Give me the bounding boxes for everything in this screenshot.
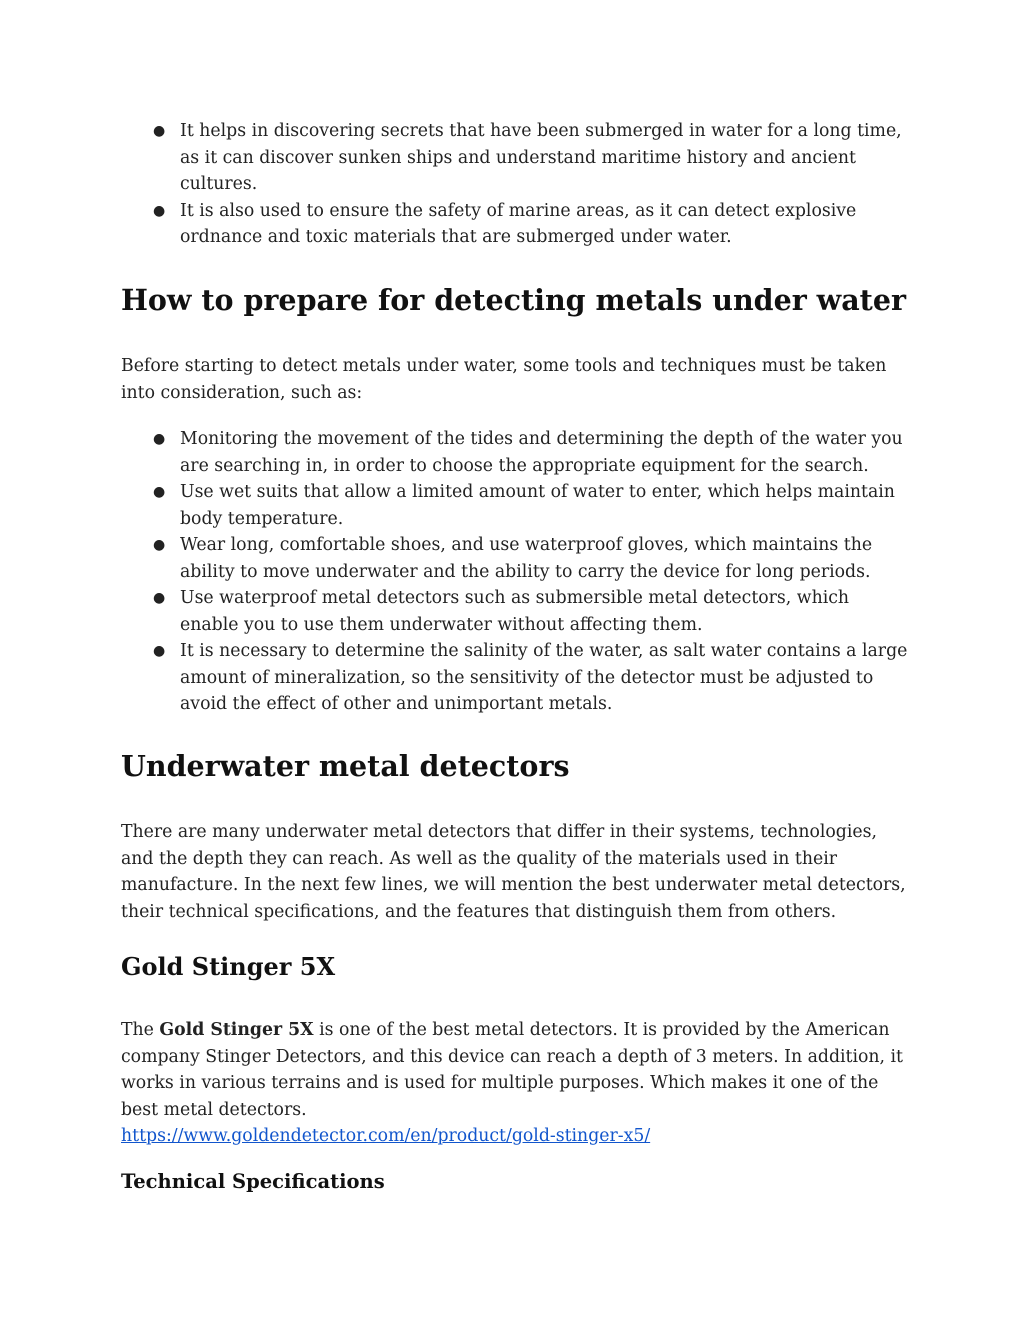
list-item-text: It is necessary to determine the salinity of the water, as salt water contains a large amount of mineralization, so the sensitivity of the detector must be adjusted to avoid the effect of other and unimportant metals.: [180, 641, 908, 714]
bullet-icon: ●: [153, 431, 166, 447]
paragraph-detectors: There are many underwater metal detectors that differ in their systems, technologies, and the depth they can reach. As well as the quality of the materials used in their manufacture. In the next few lines, we will mention the best underwater metal detectors, their technical specifications, and the features that distinguish them from others.: [121, 822, 906, 922]
section-heading-detectors: Underwater metal detectors: [121, 749, 570, 783]
product-link[interactable]: https://www.goldendetector.com/en/product/gold-stinger-x5/: [121, 1126, 651, 1146]
list-item: [121, 638, 911, 718]
paragraph-text: is one of the best metal detectors. It is provided by the American company Stinger Detectors, and this device can reach a depth of 3 meters. In addition, it works in various terrains and is used for multiple purposes. Which makes it one of the best metal detectors.: [121, 1020, 903, 1120]
bullet-icon: ●: [153, 590, 166, 606]
list-item: [121, 426, 911, 479]
bullet-icon: ●: [153, 643, 166, 659]
intro-bullet-list: [121, 118, 911, 251]
section-heading-prepare: How to prepare for detecting metals under water: [121, 283, 906, 317]
section-heading-gold-stinger: Gold Stinger 5X: [121, 952, 336, 981]
list-item-text: Wear long, comfortable shoes, and use waterproof gloves, which maintains the ability to move underwater and the ability to carry the device for long periods.: [180, 535, 873, 582]
bullet-icon: ●: [153, 202, 166, 219]
list-item: [121, 479, 911, 532]
list-item: [121, 585, 911, 638]
list-item: [121, 118, 911, 198]
list-item-text: It is also used to ensure the safety of marine areas, as it can detect explosive ordnance and toxic materials that are submerged under water.: [180, 200, 857, 247]
list-item-text: Monitoring the movement of the tides and determining the depth of the water you are searching in, in order to choose the appropriate equipment for the search.: [180, 429, 903, 476]
paragraph-gold-stinger: [121, 1017, 911, 1123]
list-item-text: It helps in discovering secrets that have been submerged in water for a long time, as it can discover sunken ships and understand maritime history and ancient cultures.: [180, 121, 902, 194]
list-item-text: Use wet suits that allow a limited amount of water to enter, which helps maintain body temperature.: [180, 482, 895, 529]
bullet-icon: ●: [153, 537, 166, 553]
subheading-technical-specifications: Technical Specifications: [121, 1170, 385, 1193]
paragraph-text: The: [121, 1020, 160, 1040]
list-item: [121, 532, 911, 585]
list-item: [121, 198, 911, 251]
paragraph-prepare-intro: Before starting to detect metals under water, some tools and techniques must be taken into consideration, such as:: [121, 356, 887, 403]
bullet-icon: ●: [153, 484, 166, 500]
list-item-text: Use waterproof metal detectors such as submersible metal detectors, which enable you to use them underwater without affecting them.: [180, 588, 850, 635]
bullet-icon: ●: [153, 123, 166, 139]
product-name-bold: Gold Stinger 5X: [159, 1020, 314, 1040]
prepare-bullet-list: [121, 426, 911, 718]
